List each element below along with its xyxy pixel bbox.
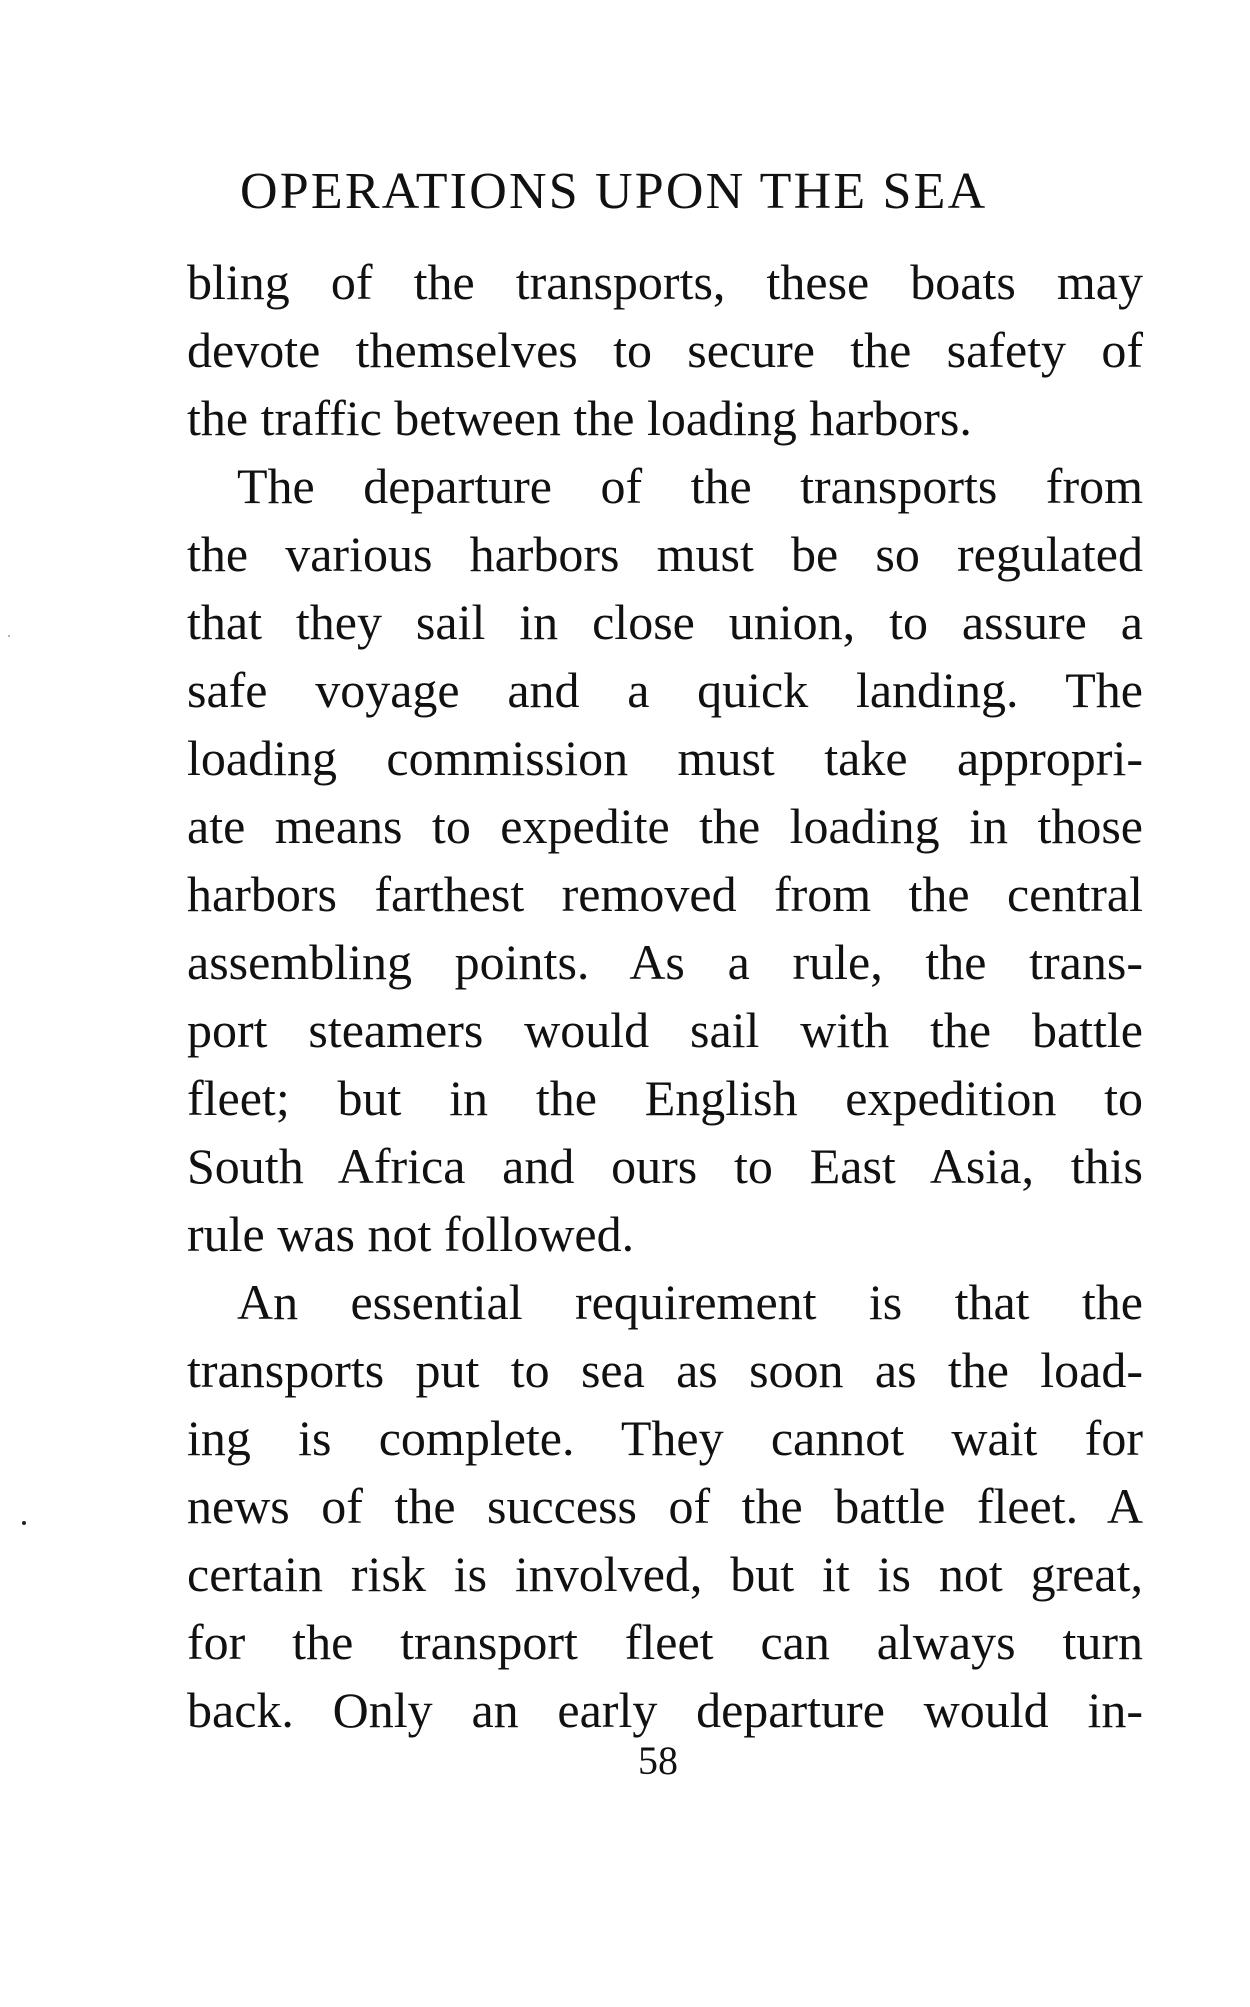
text-line: bling of the transports, these boats may — [187, 254, 1143, 310]
ink-speck — [8, 635, 10, 637]
text-line: port steamers would sail with the battle — [187, 1002, 1143, 1058]
text-line: assembling points. As a rule, the trans- — [187, 934, 1143, 990]
text-line: rule was not followed. — [187, 1206, 635, 1262]
text-line: harbors farthest removed from the central — [187, 866, 1143, 922]
body-text — [187, 248, 1143, 1744]
text-line: loading commission must take appropri- — [187, 730, 1143, 786]
text-line: ate means to expedite the loading in those — [187, 798, 1143, 854]
running-head: OPERATIONS UPON THE SEA — [240, 163, 988, 220]
text-line: devote themselves to secure the safety of — [187, 322, 1143, 378]
text-line: ing is complete. They cannot wait for — [187, 1410, 1143, 1466]
text-line: transports put to sea as soon as the load- — [187, 1342, 1143, 1398]
text-line: certain risk is involved, but it is not great, — [187, 1546, 1143, 1602]
text-line: fleet; but in the English expedition to — [187, 1070, 1143, 1126]
text-line: that they sail in close union, to assure a — [187, 594, 1143, 650]
ink-speck — [22, 1521, 26, 1525]
text-line: South Africa and ours to East Asia, this — [187, 1138, 1143, 1194]
paragraph-first-line: An essential requirement is that the — [237, 1274, 1143, 1330]
text-line: news of the success of the battle fleet. A — [187, 1478, 1143, 1534]
paragraph-first-line: The departure of the transports from — [237, 458, 1143, 514]
text-line: the traffic between the loading harbors. — [187, 390, 972, 446]
text-line: the various harbors must be so regulated — [187, 526, 1143, 582]
text-line: back. Only an early departure would in- — [187, 1682, 1143, 1738]
page-number: 58 — [638, 1738, 678, 1783]
text-line: safe voyage and a quick landing. The — [187, 662, 1143, 718]
text-line: for the transport fleet can always turn — [187, 1614, 1143, 1670]
